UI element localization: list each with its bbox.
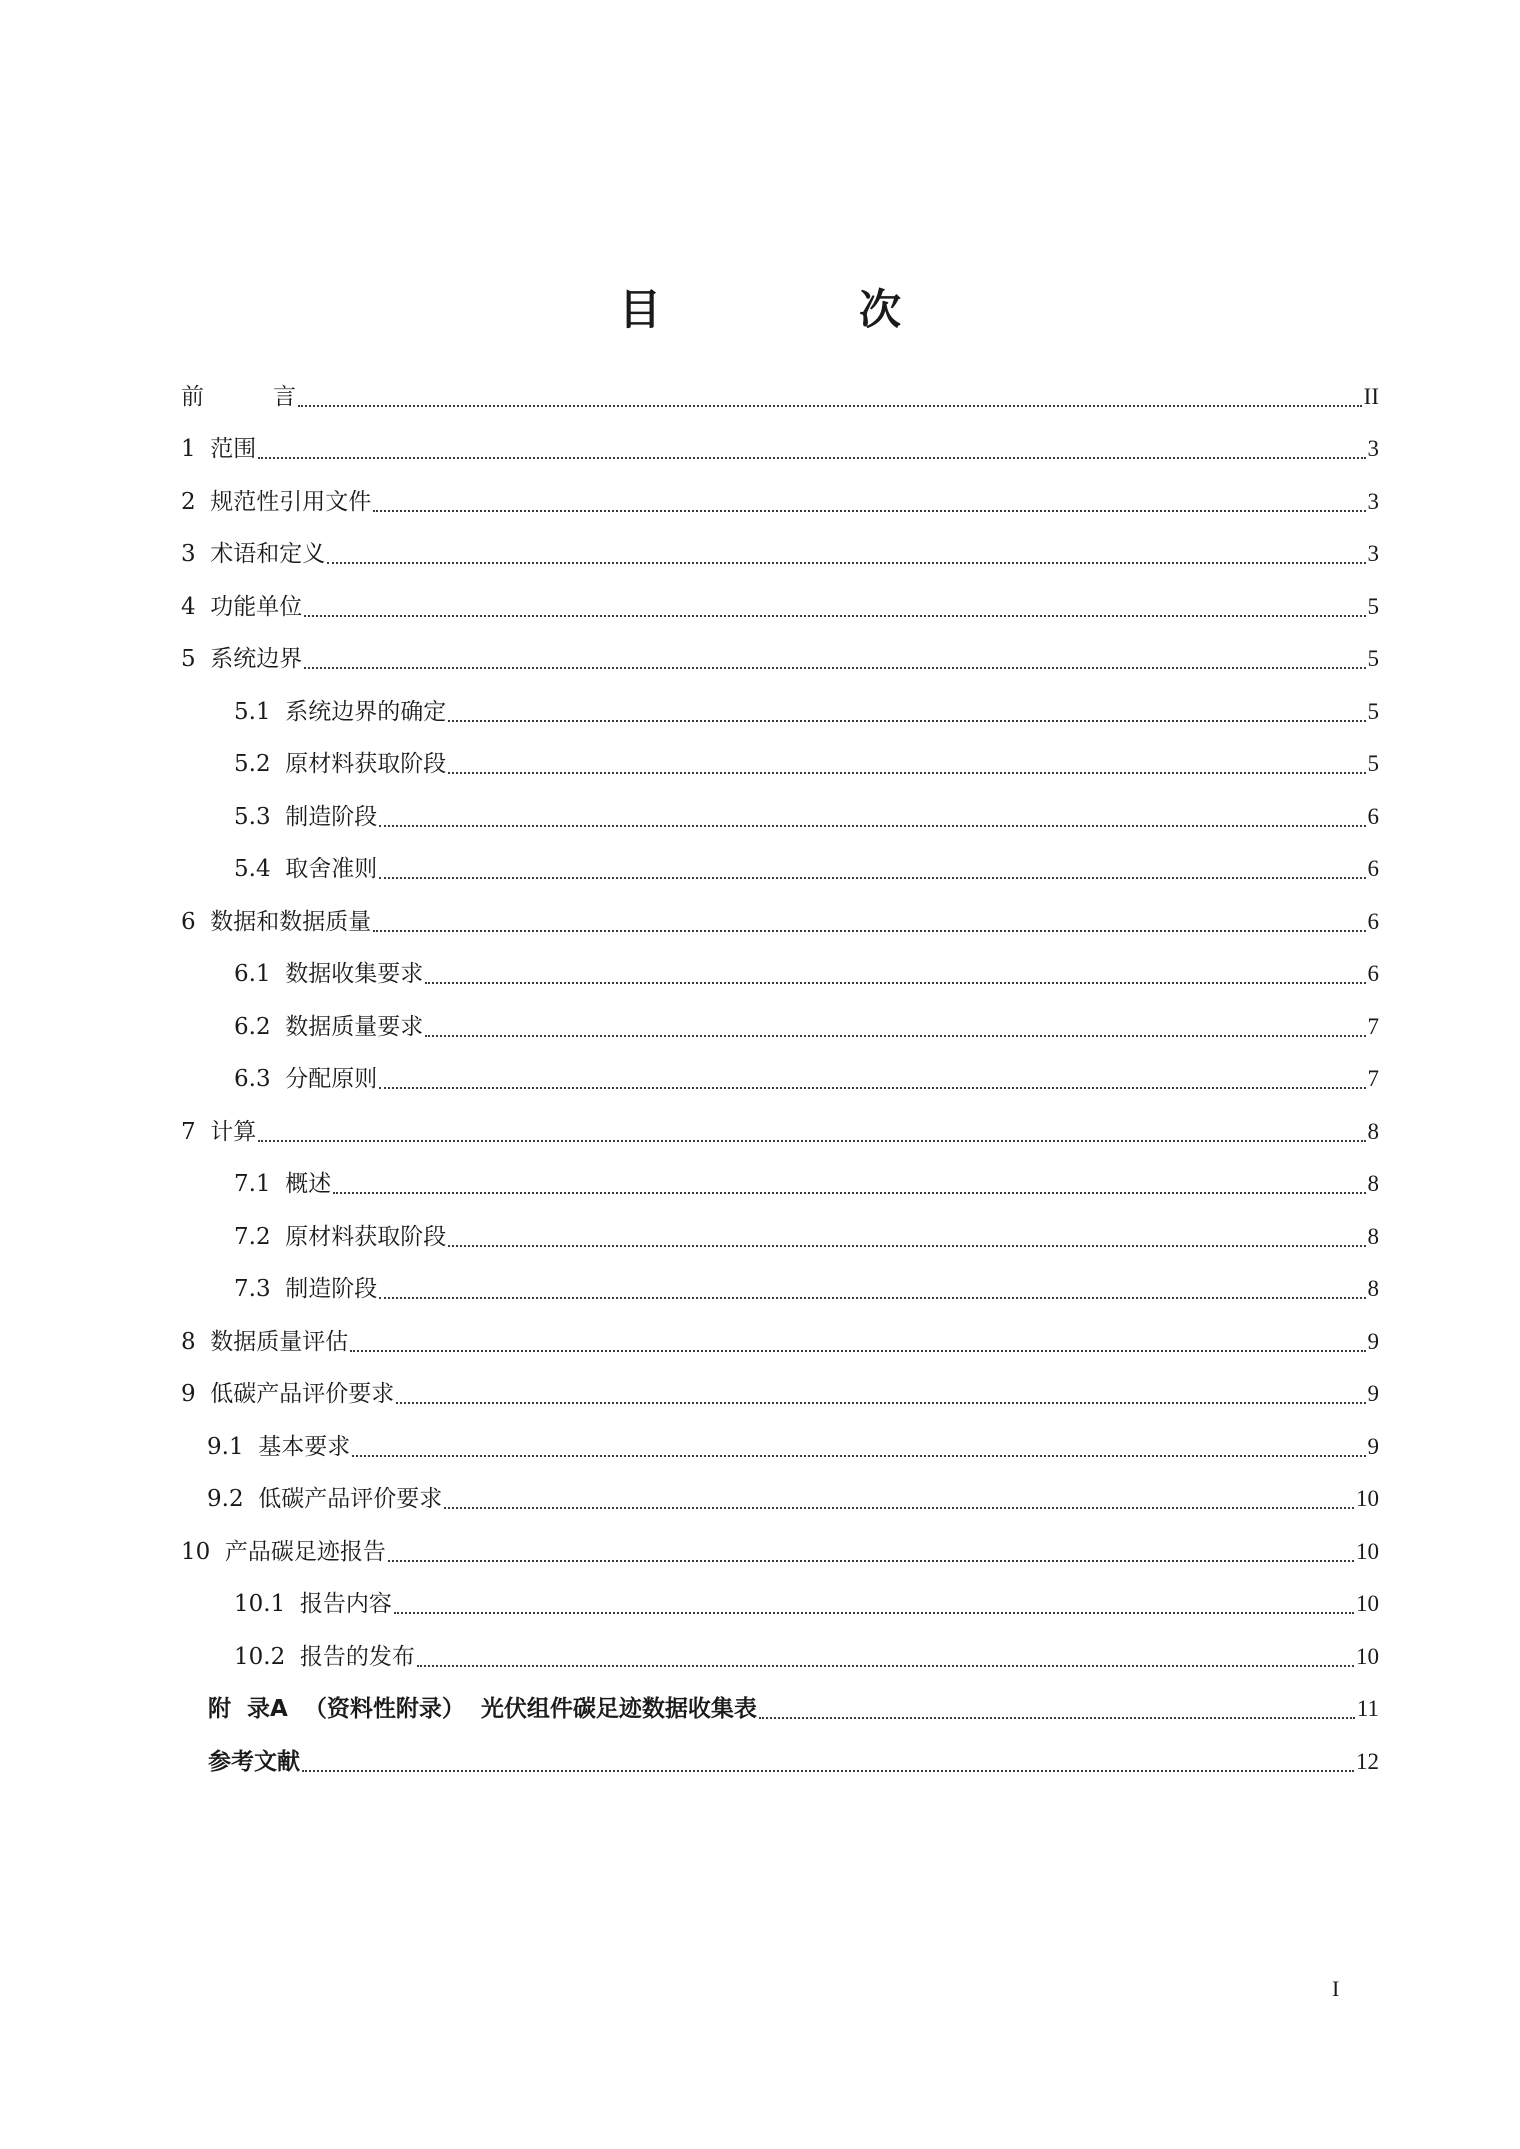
toc-entry-label: 6.3 分配原则 xyxy=(234,1066,378,1092)
dot-leader xyxy=(379,1297,1365,1299)
toc-entry-label: 7.2 原材料获取阶段 xyxy=(234,1223,447,1250)
toc-entry-page: 5 xyxy=(1367,646,1379,671)
dot-leader xyxy=(379,825,1365,827)
page-title: 目 次 xyxy=(618,285,979,334)
toc-entry[interactable] xyxy=(181,1099,1379,1152)
dot-leader xyxy=(350,1350,1365,1352)
toc-entry-label: 9.1 基本要求 xyxy=(207,1433,351,1460)
dot-leader xyxy=(444,1507,1354,1509)
dot-leader xyxy=(448,772,1365,774)
toc-entry-page: 12 xyxy=(1356,1748,1379,1774)
toc-entry-label: 3 术语和定义 xyxy=(181,541,326,567)
toc-entry-label: 5 系统边界 xyxy=(181,646,303,672)
toc-entry-label: 7.3 制造阶段 xyxy=(234,1276,378,1302)
dot-leader xyxy=(396,1402,1365,1404)
page-number: I xyxy=(1332,1976,1340,2001)
dot-leader xyxy=(258,1140,1365,1142)
toc-entry[interactable] xyxy=(181,1204,1379,1257)
toc-entry[interactable] xyxy=(181,1257,1379,1310)
toc-entry[interactable] xyxy=(181,679,1379,732)
toc-entry[interactable] xyxy=(181,1467,1379,1520)
toc-entry-page: 3 xyxy=(1367,436,1379,461)
toc-entry-label: 10 产品碳足迹报告 xyxy=(181,1538,386,1565)
toc-entry[interactable] xyxy=(181,889,1379,942)
toc-entry[interactable] xyxy=(181,574,1379,627)
toc-entry-label: 6.2 数据质量要求 xyxy=(234,1013,424,1040)
dot-leader xyxy=(388,1560,1354,1562)
dot-leader xyxy=(425,982,1365,984)
dot-leader xyxy=(304,667,1365,669)
toc-entry[interactable] xyxy=(181,1572,1379,1625)
toc-entry-label: 5.3 制造阶段 xyxy=(234,803,378,830)
toc-entry[interactable] xyxy=(181,837,1379,890)
toc-entry-page: 6 xyxy=(1367,803,1379,829)
toc-entry[interactable] xyxy=(181,1414,1379,1467)
toc-entry[interactable] xyxy=(181,784,1379,837)
toc-entry[interactable] xyxy=(181,1362,1379,1415)
dot-leader xyxy=(298,405,1362,407)
toc-entry-label: 9 低碳产品评价要求 xyxy=(181,1381,395,1407)
toc-entry-label: 8 数据质量评估 xyxy=(181,1328,349,1355)
table-of-contents xyxy=(181,364,1379,1782)
toc-entry-page: 8 xyxy=(1367,1171,1379,1196)
toc-entry-label: 7.1 概述 xyxy=(234,1171,332,1197)
toc-entry[interactable] xyxy=(181,1624,1379,1677)
toc-entry-label: 5.1 系统边界的确定 xyxy=(234,698,447,725)
toc-entry[interactable] xyxy=(181,1729,1379,1782)
dot-leader xyxy=(352,1455,1365,1457)
toc-entry-label: 6.1 数据收集要求 xyxy=(234,961,424,987)
toc-entry-page: 7 xyxy=(1367,1013,1379,1039)
toc-entry-label: 10.1 报告内容 xyxy=(234,1591,392,1617)
toc-entry[interactable] xyxy=(181,417,1379,470)
toc-entry-page: 6 xyxy=(1367,856,1379,881)
dot-leader xyxy=(448,1245,1365,1247)
toc-entry-page: 10 xyxy=(1356,1591,1379,1616)
toc-entry[interactable] xyxy=(181,732,1379,785)
toc-entry-label: 10.2 报告的发布 xyxy=(234,1643,415,1670)
dot-leader xyxy=(417,1665,1354,1667)
toc-entry-page: 6 xyxy=(1367,908,1379,934)
dot-leader xyxy=(327,562,1365,564)
toc-entry-page: 8 xyxy=(1367,1223,1379,1249)
toc-entry-page: 3 xyxy=(1367,488,1379,514)
toc-entry-page: 10 xyxy=(1356,1643,1379,1669)
dot-leader xyxy=(759,1717,1355,1719)
dot-leader xyxy=(373,510,1365,512)
dot-leader xyxy=(373,930,1365,932)
toc-entry-page: 9 xyxy=(1367,1328,1379,1354)
dot-leader xyxy=(379,1087,1365,1089)
toc-entry[interactable] xyxy=(181,364,1379,417)
toc-entry[interactable] xyxy=(181,1047,1379,1100)
dot-leader xyxy=(448,720,1365,722)
toc-entry-label: 参考文献 xyxy=(208,1748,300,1775)
dot-leader xyxy=(333,1192,1365,1194)
toc-entry-page: II xyxy=(1363,383,1379,409)
toc-entry-page: 5 xyxy=(1367,593,1379,619)
dot-leader xyxy=(304,615,1365,617)
toc-entry-label: 2 规范性引用文件 xyxy=(181,488,372,515)
toc-entry[interactable] xyxy=(181,1677,1379,1730)
toc-entry-page: 3 xyxy=(1367,541,1379,566)
toc-entry-label: 5.2 原材料获取阶段 xyxy=(234,751,447,777)
dot-leader xyxy=(302,1770,1354,1772)
toc-entry-label: 9.2 低碳产品评价要求 xyxy=(207,1486,443,1512)
toc-entry[interactable] xyxy=(181,994,1379,1047)
toc-entry[interactable] xyxy=(181,1152,1379,1205)
dot-leader xyxy=(394,1612,1354,1614)
toc-entry-label: 1 范围 xyxy=(181,436,257,462)
toc-entry-label: 4 功能单位 xyxy=(181,593,303,620)
toc-entry-label: 6 数据和数据质量 xyxy=(181,908,372,935)
toc-entry-page: 11 xyxy=(1356,1696,1379,1721)
dot-leader xyxy=(425,1035,1365,1037)
toc-entry-label: 附 录A （资料性附录） 光伏组件碳足迹数据收集表 xyxy=(208,1696,757,1722)
toc-entry[interactable] xyxy=(181,942,1379,995)
toc-entry-page: 9 xyxy=(1367,1433,1379,1459)
toc-entry-page: 9 xyxy=(1367,1381,1379,1406)
toc-entry-label: 5.4 取舍准则 xyxy=(234,856,378,882)
toc-entry-page: 8 xyxy=(1367,1276,1379,1301)
toc-entry[interactable] xyxy=(181,1309,1379,1362)
toc-entry[interactable] xyxy=(181,627,1379,680)
toc-entry-page: 6 xyxy=(1367,961,1379,986)
toc-entry[interactable] xyxy=(181,522,1379,575)
toc-entry-page: 5 xyxy=(1367,751,1379,776)
toc-entry[interactable] xyxy=(181,469,1379,522)
dot-leader xyxy=(379,877,1365,879)
toc-entry-page: 5 xyxy=(1367,698,1379,724)
dot-leader xyxy=(258,457,1365,459)
toc-entry-label: 7 计算 xyxy=(181,1118,257,1145)
toc-entry-page: 8 xyxy=(1367,1118,1379,1144)
toc-entry[interactable] xyxy=(181,1519,1379,1572)
toc-entry-page: 10 xyxy=(1356,1538,1379,1564)
toc-entry-label: 前 言 xyxy=(181,383,296,410)
toc-entry-page: 7 xyxy=(1367,1066,1379,1091)
toc-entry-page: 10 xyxy=(1356,1486,1379,1511)
